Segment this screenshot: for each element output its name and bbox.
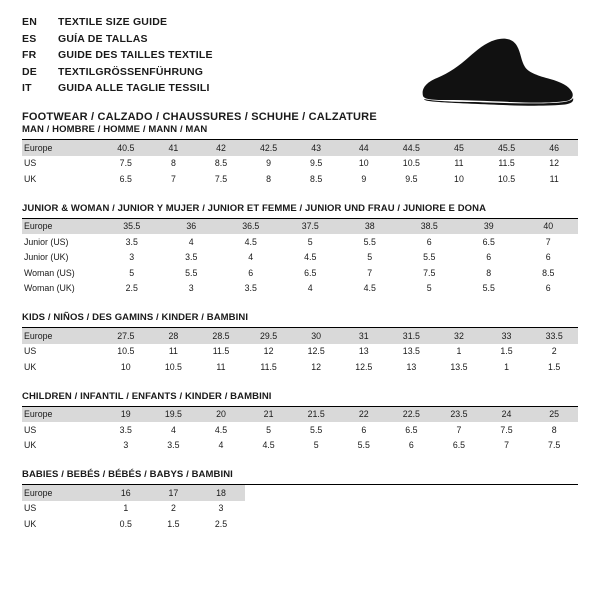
cell: 11.5 xyxy=(245,359,293,375)
cell: 8.5 xyxy=(292,171,340,187)
cell: 11.5 xyxy=(483,156,531,172)
row-label: Junior (UK) xyxy=(22,250,102,266)
cell: 4 xyxy=(150,422,198,438)
cell: 12.5 xyxy=(340,359,388,375)
row-label: Woman (UK) xyxy=(22,281,102,297)
cell: 1.5 xyxy=(150,516,198,532)
cell: 43 xyxy=(292,140,340,156)
cell: 4 xyxy=(281,281,341,297)
table-row xyxy=(22,281,578,297)
cell: 10.5 xyxy=(483,171,531,187)
cell: 33 xyxy=(483,328,531,344)
cell: 1.5 xyxy=(530,359,578,375)
row-label: Woman (US) xyxy=(22,265,102,281)
dress-shoe-icon xyxy=(393,30,578,110)
cell: 40.5 xyxy=(102,140,150,156)
section-title: KIDS / NIÑOS / DES GAMINS / KINDER / BAMBINI xyxy=(22,312,578,328)
row-label: UK xyxy=(22,438,102,454)
row-label: Europe xyxy=(22,219,102,235)
cell: 40 xyxy=(519,219,579,235)
cell: 45.5 xyxy=(483,140,531,156)
table-row xyxy=(22,516,578,532)
cell: 38.5 xyxy=(400,219,460,235)
language-title: GUIDE DES TAILLES TEXTILE xyxy=(58,49,213,61)
table-row xyxy=(22,234,578,250)
cell: 1 xyxy=(102,501,150,517)
cell: 7.5 xyxy=(483,422,531,438)
cell: 1 xyxy=(483,359,531,375)
cell: 30 xyxy=(292,328,340,344)
table-row xyxy=(22,250,578,266)
cell-empty xyxy=(388,516,436,532)
cell: 8.5 xyxy=(519,265,579,281)
table-row xyxy=(22,265,578,281)
cell: 8 xyxy=(150,156,198,172)
language-title: TEXTILGRÖSSENFÜHRUNG xyxy=(58,65,204,78)
size-table-junior-woman xyxy=(22,219,578,297)
cell: 8.5 xyxy=(197,156,245,172)
cell: 10.5 xyxy=(150,359,198,375)
cell: 5 xyxy=(245,422,293,438)
section-man xyxy=(22,124,578,187)
section-title: MAN / HOMBRE / HOMME / MANN / MAN xyxy=(22,124,578,140)
cell: 31.5 xyxy=(388,328,436,344)
cell: 2 xyxy=(150,501,198,517)
cell-empty xyxy=(483,485,531,501)
size-table-babies xyxy=(22,485,578,532)
cell-empty xyxy=(483,501,531,517)
cell: 42.5 xyxy=(245,140,293,156)
cell: 3 xyxy=(197,501,245,517)
cell: 6.5 xyxy=(102,171,150,187)
language-code: DE xyxy=(22,65,37,78)
row-label: US xyxy=(22,156,102,172)
cell: 7.5 xyxy=(400,265,460,281)
cell: 6.5 xyxy=(388,422,436,438)
cell: 11 xyxy=(197,359,245,375)
cell: 4 xyxy=(197,438,245,454)
cell: 7 xyxy=(340,265,400,281)
table-row xyxy=(22,422,578,438)
cell-empty xyxy=(530,501,578,517)
cell-empty xyxy=(435,485,483,501)
cell-empty xyxy=(245,485,293,501)
table-row xyxy=(22,156,578,172)
cell: 18 xyxy=(197,485,245,501)
cell: 6 xyxy=(221,265,281,281)
cell: 21.5 xyxy=(292,407,340,423)
cell: 36 xyxy=(162,219,222,235)
cell: 5 xyxy=(102,265,162,281)
cell-empty xyxy=(530,516,578,532)
cell: 24 xyxy=(483,407,531,423)
cell: 44 xyxy=(340,140,388,156)
cell: 6 xyxy=(519,281,579,297)
language-code: FR xyxy=(22,49,37,61)
cell: 5.5 xyxy=(162,265,222,281)
cell: 46 xyxy=(530,140,578,156)
row-label: US xyxy=(22,422,102,438)
language-title: GUÍA DE TALLAS xyxy=(58,32,148,45)
cell: 12.5 xyxy=(292,344,340,360)
cell: 4.5 xyxy=(197,422,245,438)
cell: 7 xyxy=(483,438,531,454)
cell: 5 xyxy=(281,234,341,250)
section-title: BABIES / BEBÉS / BÉBÉS / BABYS / BAMBINI xyxy=(22,469,578,485)
row-label: US xyxy=(22,344,102,360)
cell: 5.5 xyxy=(340,438,388,454)
cell: 7 xyxy=(435,422,483,438)
cell-empty xyxy=(388,501,436,517)
cell: 0.5 xyxy=(102,516,150,532)
row-label: UK xyxy=(22,359,102,375)
section-kids xyxy=(22,312,578,375)
cell: 36.5 xyxy=(221,219,281,235)
row-label: UK xyxy=(22,171,102,187)
cell: 7.5 xyxy=(530,438,578,454)
cell: 35.5 xyxy=(102,219,162,235)
cell: 12 xyxy=(245,344,293,360)
cell: 17 xyxy=(150,485,198,501)
cell: 9.5 xyxy=(388,171,436,187)
cell: 11.5 xyxy=(197,344,245,360)
cell: 41 xyxy=(150,140,198,156)
section-junior-woman xyxy=(22,203,578,297)
size-table-children xyxy=(22,407,578,454)
cell: 3 xyxy=(102,250,162,266)
table-row xyxy=(22,344,578,360)
language-title: GUIDA ALLE TAGLIE TESSILI xyxy=(58,82,210,94)
section-title: JUNIOR & WOMAN / JUNIOR Y MUJER / JUNIOR ET FEMME / JUNIOR UND FRAU / JUNIORE E DONA xyxy=(22,203,578,219)
size-table-man xyxy=(22,140,578,187)
cell: 5 xyxy=(400,281,460,297)
cell: 12 xyxy=(292,359,340,375)
cell: 8 xyxy=(245,171,293,187)
section-title: CHILDREN / INFANTIL / ENFANTS / KINDER / BAMBINI xyxy=(22,391,578,407)
table-row xyxy=(22,438,578,454)
table-row xyxy=(22,359,578,375)
cell: 19 xyxy=(102,407,150,423)
row-label: Europe xyxy=(22,140,102,156)
cell: 32 xyxy=(435,328,483,344)
cell: 2 xyxy=(530,344,578,360)
language-code: EN xyxy=(22,16,37,28)
cell: 39 xyxy=(459,219,519,235)
cell: 3.5 xyxy=(150,438,198,454)
cell: 4.5 xyxy=(221,234,281,250)
row-label: UK xyxy=(22,516,102,532)
section-children xyxy=(22,391,578,454)
language-code: ES xyxy=(22,32,37,45)
cell: 6 xyxy=(340,422,388,438)
cell-empty xyxy=(245,516,293,532)
cell: 13.5 xyxy=(435,359,483,375)
table-row xyxy=(22,501,578,517)
cell: 4 xyxy=(162,234,222,250)
cell: 7.5 xyxy=(197,171,245,187)
row-label: Junior (US) xyxy=(22,234,102,250)
cell: 5.5 xyxy=(400,250,460,266)
cell: 19.5 xyxy=(150,407,198,423)
cell: 3.5 xyxy=(102,422,150,438)
cell: 10.5 xyxy=(388,156,436,172)
cell: 11 xyxy=(435,156,483,172)
cell: 38 xyxy=(340,219,400,235)
cell: 23.5 xyxy=(435,407,483,423)
cell: 6 xyxy=(519,250,579,266)
cell: 13 xyxy=(388,359,436,375)
cell: 8 xyxy=(530,422,578,438)
cell: 44.5 xyxy=(388,140,436,156)
row-label: Europe xyxy=(22,328,102,344)
cell: 31 xyxy=(340,328,388,344)
table-row xyxy=(22,140,578,156)
cell: 6 xyxy=(459,250,519,266)
cell: 42 xyxy=(197,140,245,156)
category-line: FOOTWEAR / CALZADO / CHAUSSURES / SCHUHE / CALZATURE xyxy=(22,110,377,123)
cell: 1.5 xyxy=(483,344,531,360)
cell: 3 xyxy=(102,438,150,454)
cell: 27.5 xyxy=(102,328,150,344)
table-row xyxy=(22,171,578,187)
cell: 7.5 xyxy=(102,156,150,172)
cell-empty xyxy=(292,485,340,501)
cell: 8 xyxy=(459,265,519,281)
cell: 22 xyxy=(340,407,388,423)
cell: 13.5 xyxy=(388,344,436,360)
cell: 5.5 xyxy=(340,234,400,250)
cell: 28 xyxy=(150,328,198,344)
cell: 4 xyxy=(221,250,281,266)
cell: 10 xyxy=(435,171,483,187)
cell: 3 xyxy=(162,281,222,297)
cell: 1 xyxy=(435,344,483,360)
cell: 9.5 xyxy=(292,156,340,172)
cell-empty xyxy=(483,516,531,532)
cell: 33.5 xyxy=(530,328,578,344)
cell: 28.5 xyxy=(197,328,245,344)
cell-empty xyxy=(292,516,340,532)
cell: 12 xyxy=(530,156,578,172)
cell: 37.5 xyxy=(281,219,341,235)
size-table-kids xyxy=(22,328,578,375)
language-code: IT xyxy=(22,82,32,94)
cell: 25 xyxy=(530,407,578,423)
section-babies xyxy=(22,469,578,532)
row-label: Europe xyxy=(22,485,102,501)
cell: 6.5 xyxy=(459,234,519,250)
cell-empty xyxy=(340,516,388,532)
cell: 16 xyxy=(102,485,150,501)
cell-empty xyxy=(435,501,483,517)
table-row xyxy=(22,328,578,344)
cell: 13 xyxy=(340,344,388,360)
cell: 5.5 xyxy=(459,281,519,297)
cell: 22.5 xyxy=(388,407,436,423)
cell: 5.5 xyxy=(292,422,340,438)
cell: 10 xyxy=(102,359,150,375)
table-row xyxy=(22,485,578,501)
cell: 6.5 xyxy=(281,265,341,281)
document-header xyxy=(22,16,578,123)
cell: 9 xyxy=(340,171,388,187)
cell: 6.5 xyxy=(435,438,483,454)
cell: 7 xyxy=(150,171,198,187)
language-title: TEXTILE SIZE GUIDE xyxy=(58,16,168,28)
cell: 3.5 xyxy=(162,250,222,266)
cell-empty xyxy=(388,485,436,501)
cell: 2.5 xyxy=(102,281,162,297)
cell: 5 xyxy=(340,250,400,266)
cell: 3.5 xyxy=(102,234,162,250)
table-row xyxy=(22,407,578,423)
cell: 3.5 xyxy=(221,281,281,297)
cell: 10 xyxy=(340,156,388,172)
cell: 29.5 xyxy=(245,328,293,344)
cell: 10.5 xyxy=(102,344,150,360)
row-label: Europe xyxy=(22,407,102,423)
cell: 11 xyxy=(530,171,578,187)
cell: 6 xyxy=(400,234,460,250)
cell: 4.5 xyxy=(245,438,293,454)
cell: 6 xyxy=(388,438,436,454)
cell-empty xyxy=(530,485,578,501)
cell-empty xyxy=(340,485,388,501)
cell: 45 xyxy=(435,140,483,156)
cell-empty xyxy=(245,501,293,517)
cell: 21 xyxy=(245,407,293,423)
cell: 4.5 xyxy=(340,281,400,297)
cell: 5 xyxy=(292,438,340,454)
cell: 9 xyxy=(245,156,293,172)
cell: 2.5 xyxy=(197,516,245,532)
cell: 4.5 xyxy=(281,250,341,266)
cell-empty xyxy=(340,501,388,517)
cell-empty xyxy=(292,501,340,517)
cell-empty xyxy=(435,516,483,532)
cell: 7 xyxy=(519,234,579,250)
cell: 20 xyxy=(197,407,245,423)
cell: 11 xyxy=(150,344,198,360)
row-label: US xyxy=(22,501,102,517)
table-row xyxy=(22,219,578,235)
